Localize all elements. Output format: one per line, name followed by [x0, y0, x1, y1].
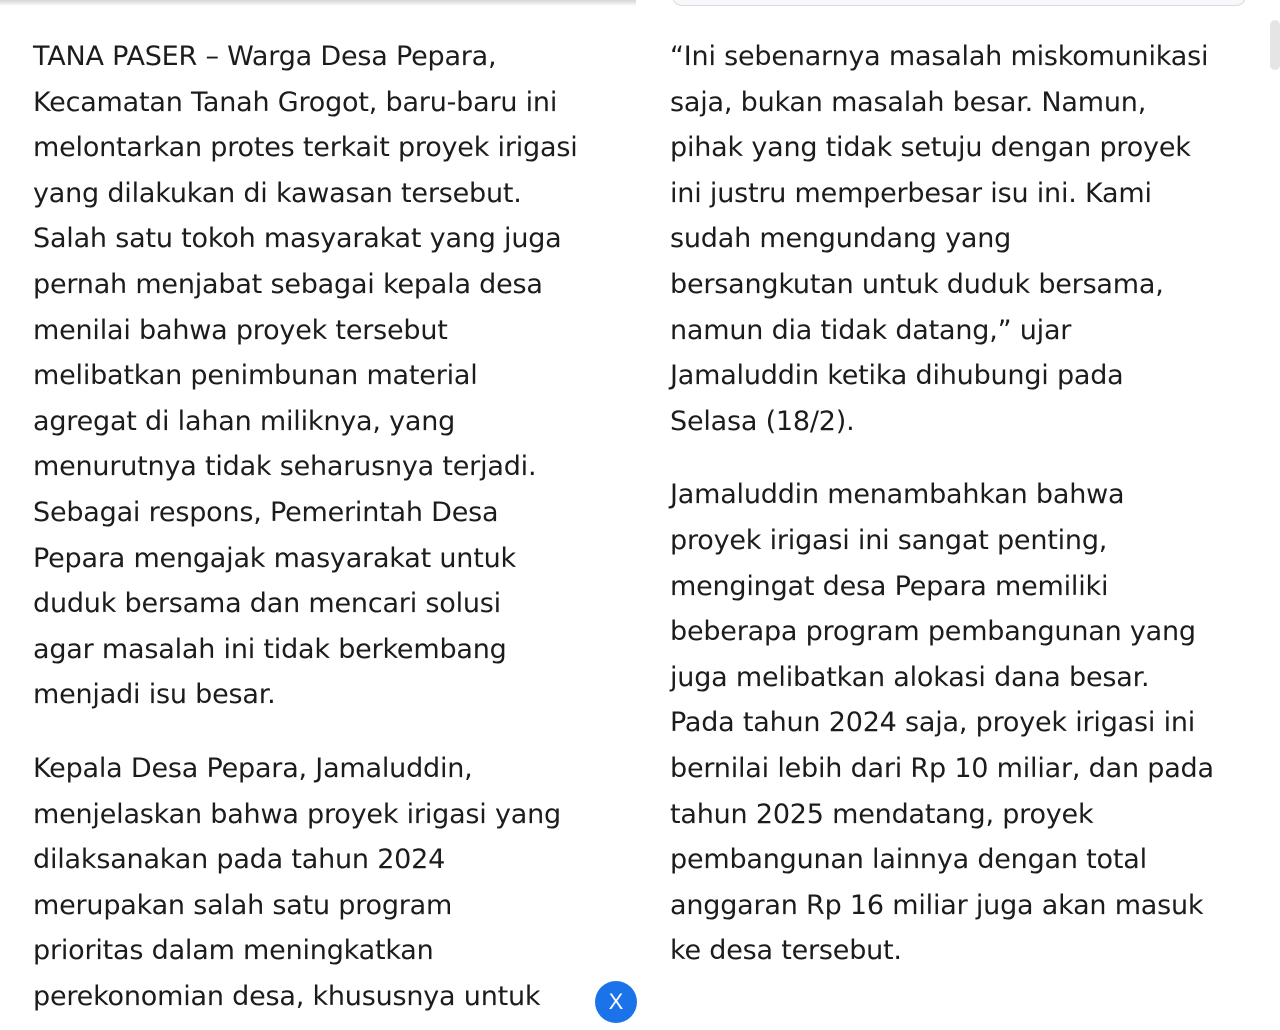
text-line: mengingat desa Pepara memiliki: [670, 570, 1109, 602]
text-line: melontarkan protes terkait proyek irigasi: [33, 132, 578, 164]
paragraph: [670, 472, 1260, 974]
text-line: beberapa program pembangunan yang: [670, 616, 1196, 648]
text-line: menjadi isu besar.: [33, 679, 276, 711]
top-edge-shadow: [0, 0, 636, 6]
text-line: TANA PASER – Warga Desa Pepara,: [33, 41, 497, 72]
top-card-edge: [672, 0, 1246, 6]
text-line: menurutnya tidak seharusnya terjadi.: [33, 451, 537, 483]
text-line: agregat di lahan miliknya, yang: [33, 405, 456, 437]
text-line: Sebagai respons, Pemerintah Desa: [33, 496, 499, 528]
text-line: ini justru memperbesar isu ini. Kami: [670, 177, 1152, 209]
text-line: namun dia tidak datang,” ujar: [670, 314, 1072, 346]
text-line: prioritas dalam meningkatkan: [33, 935, 434, 967]
text-line: Pepara mengajak masyarakat untuk: [33, 542, 516, 574]
text-line: menjelaskan bahwa proyek irigasi yang: [33, 798, 561, 830]
text-line: melibatkan penimbunan material: [33, 360, 478, 392]
text-line: yang dilakukan di kawasan tersebut.: [33, 177, 522, 209]
text-line: dilaksanakan pada tahun 2024: [33, 844, 446, 876]
close-ad-button[interactable]: X: [595, 981, 637, 1023]
text-line: sudah mengundang yang: [670, 223, 1012, 255]
article-column-right: [670, 34, 1260, 974]
text-line: perekonomian desa, khususnya untuk: [33, 980, 541, 1012]
text-line: anggaran Rp 16 miliar juga akan masuk: [670, 889, 1204, 921]
text-line: pihak yang tidak setuju dengan proyek: [670, 132, 1191, 164]
text-line: tahun 2025 mendatang, proyek: [670, 798, 1094, 830]
text-line: Pada tahun 2024 saja, proyek irigasi ini: [670, 707, 1196, 739]
text-line: Kecamatan Tanah Grogot, baru-baru ini: [33, 86, 558, 118]
paragraph: [33, 34, 623, 718]
paragraph-gap: [33, 718, 623, 746]
paragraph-gap: [670, 444, 1260, 472]
text-line: ke desa tersebut.: [670, 935, 902, 967]
text-line: agar masalah ini tidak berkembang: [33, 633, 507, 665]
text-line: proyek irigasi ini sangat penting,: [670, 524, 1108, 556]
text-line: bernilai lebih dari Rp 10 miliar, dan pada: [670, 752, 1214, 784]
text-line: bersangkutan untuk duduk bersama,: [670, 268, 1164, 300]
paragraph: [670, 34, 1260, 444]
text-line: Jamaluddin menambahkan bahwa: [670, 479, 1125, 511]
text-line: menilai bahwa proyek tersebut: [33, 314, 448, 346]
text-line: duduk bersama dan mencari solusi: [33, 588, 501, 620]
text-line: Jamaluddin ketika dihubungi pada: [670, 360, 1124, 392]
text-line: Salah satu tokoh masyarakat yang juga: [33, 223, 562, 255]
text-line: pembangunan lainnya dengan total: [670, 844, 1147, 876]
scrollbar-thumb[interactable]: [1270, 20, 1280, 70]
text-line: Selasa (18/2).: [670, 405, 855, 437]
text-line: juga melibatkan alokasi dana besar.: [670, 661, 1150, 693]
text-line: merupakan salah satu program: [33, 889, 453, 921]
paragraph: [33, 746, 623, 1020]
text-line: “Ini sebenarnya masalah miskomunikasi: [670, 41, 1209, 72]
article-column-left: [33, 34, 623, 1019]
text-line: saja, bukan masalah besar. Namun,: [670, 86, 1147, 118]
text-line: Kepala Desa Pepara, Jamaluddin,: [33, 752, 473, 784]
text-line: pernah menjabat sebagai kepala desa: [33, 268, 543, 300]
